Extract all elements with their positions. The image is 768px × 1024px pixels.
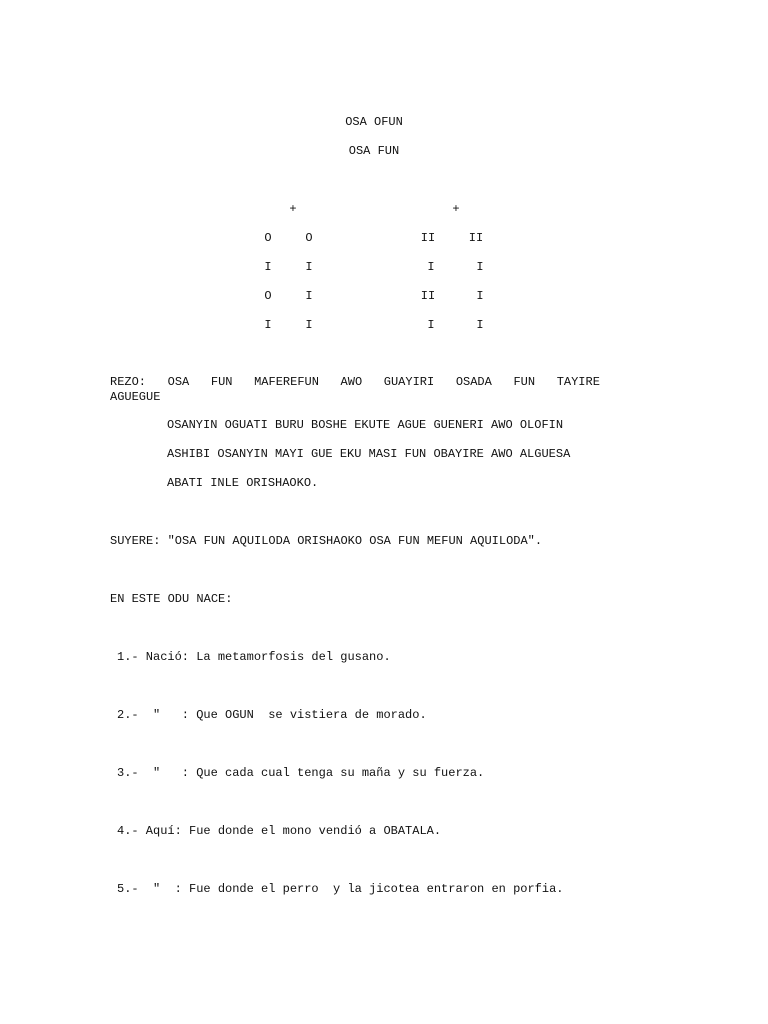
list-item: 4.- Aquí: Fue donde el mono vendió a OBATALA. <box>117 824 442 838</box>
figure-mark: I <box>427 318 435 332</box>
list-item: 5.- " : Fue donde el perro y la jicotea entraron en porfia. <box>117 882 564 896</box>
odu-subtitle: OSA FUN <box>348 144 400 158</box>
rezo-line: ASHIBI OSANYIN MAYI GUE EKU MASI FUN OBAYIRE AWO ALGUESA <box>167 447 571 461</box>
rezo-line: OSANYIN OGUATI BURU BOSHE EKUTE AGUE GUENERI AWO OLOFIN <box>167 418 564 432</box>
rezo-word: OSADA <box>455 375 492 389</box>
figure-mark: II <box>420 231 436 245</box>
figure-mark: O <box>264 231 272 245</box>
list-item: 3.- " : Que cada cual tenga su maña y su fuerza. <box>117 766 485 780</box>
rezo-wrap-line: AGUEGUE <box>110 390 161 404</box>
rezo-word: OSA <box>167 375 190 389</box>
rezo-word: FUN <box>210 375 233 389</box>
figure-mark: I <box>476 289 484 303</box>
odu-title: OSA OFUN <box>345 115 403 129</box>
list-item: 2.- " : Que OGUN se vistiera de morado. <box>117 708 427 722</box>
rezo-word: MAFEREFUN <box>254 375 319 389</box>
figure-mark: O <box>264 289 272 303</box>
figure-mark: II <box>468 231 484 245</box>
rezo-first-line <box>110 375 600 389</box>
rezo-word: GUAYIRI <box>383 375 435 389</box>
rezo-word: TAYIRE <box>556 375 600 389</box>
figure-mark: I <box>476 260 484 274</box>
rezo-word: REZO: <box>110 375 147 389</box>
rezo-word: AWO <box>340 375 363 389</box>
figure-mark: I <box>476 318 484 332</box>
figure-mark: II <box>420 289 436 303</box>
suyere-line: SUYERE: "OSA FUN AQUILODA ORISHAOKO OSA FUN MEFUN AQUILODA". <box>110 534 543 548</box>
figure-mark: I <box>305 289 313 303</box>
rezo-word: FUN <box>513 375 536 389</box>
figure-mark: O <box>305 231 313 245</box>
cross-mark-left: + <box>289 202 297 216</box>
figure-mark: I <box>264 260 272 274</box>
figure-mark: I <box>305 260 313 274</box>
cross-mark-right: + <box>452 202 460 216</box>
figure-mark: I <box>305 318 313 332</box>
figure-mark: I <box>427 260 435 274</box>
figure-mark: I <box>264 318 272 332</box>
section-heading: EN ESTE ODU NACE: <box>110 592 233 606</box>
list-item: 1.- Nació: La metamorfosis del gusano. <box>117 650 391 664</box>
rezo-line: ABATI INLE ORISHAOKO. <box>167 476 319 490</box>
